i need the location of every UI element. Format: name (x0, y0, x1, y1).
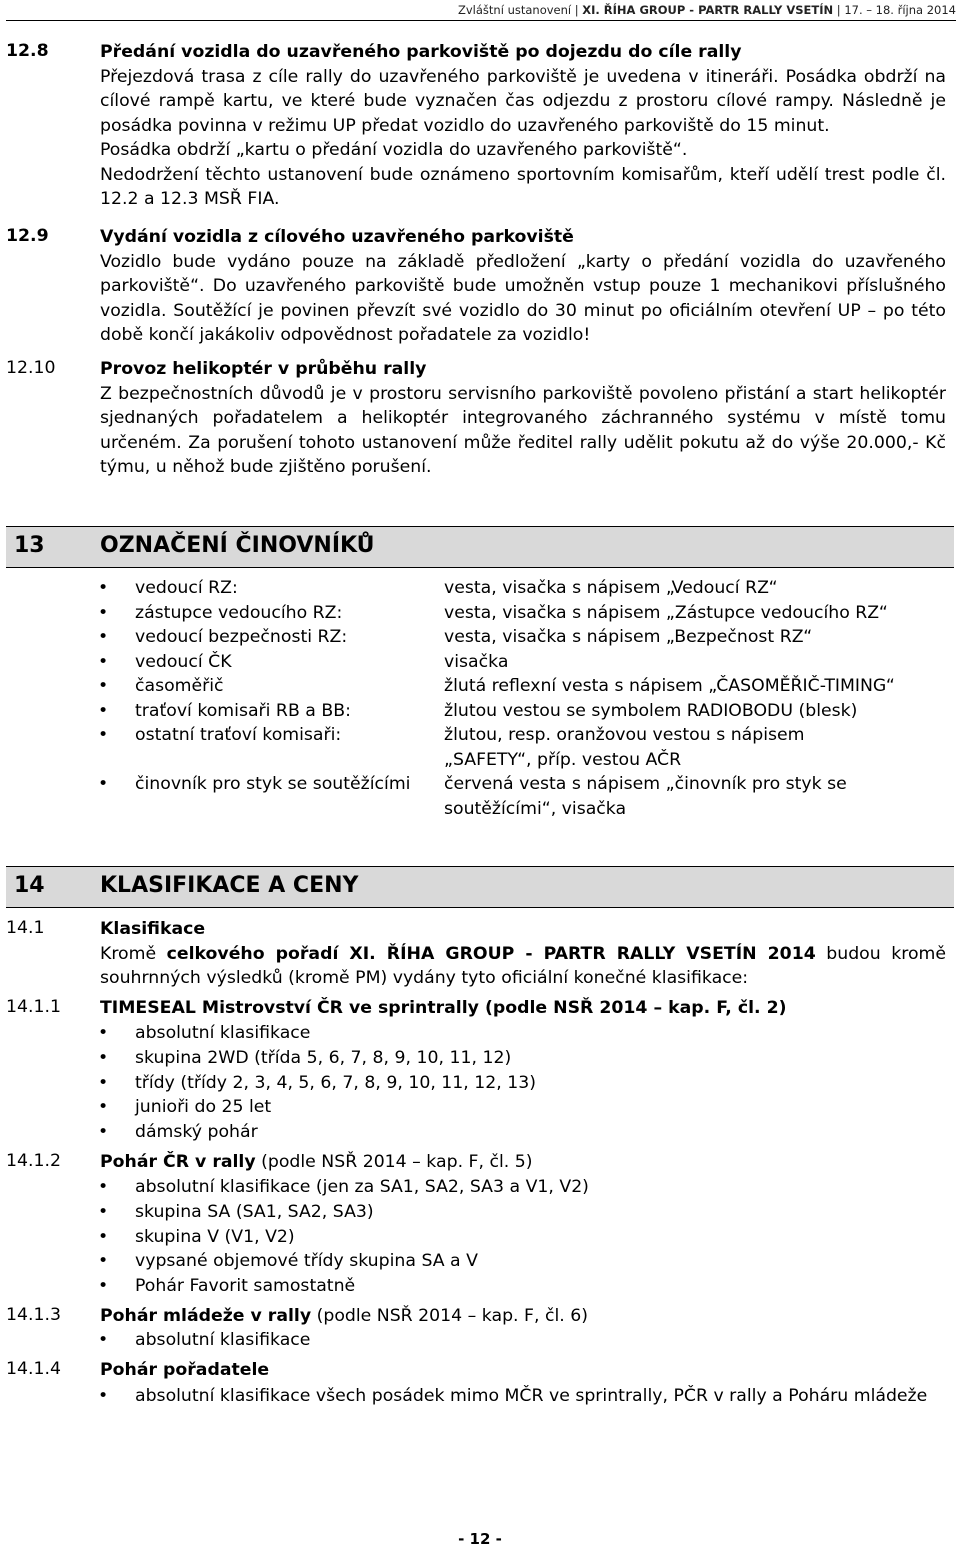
official-marking: žlutá reflexní vesta s nápisem „ČASOMĚŘIČ-TIMING“ (444, 676, 895, 696)
section-12-9 (100, 225, 946, 348)
section-14-1-2-list (98, 1175, 946, 1299)
header-prefix: Zvláštní ustanovení | (458, 3, 583, 17)
official-role: ostatní traťoví komisaři: (135, 725, 342, 745)
running-header (458, 3, 956, 17)
bullet-icon: • (98, 1047, 109, 1068)
section-12-8 (100, 40, 946, 212)
bullet-icon: • (98, 1122, 109, 1143)
officials-row (98, 650, 948, 675)
list-item (98, 1225, 946, 1250)
section-13-heading (6, 526, 954, 568)
header-divider (6, 20, 956, 21)
section-14-number: 14 (14, 873, 45, 898)
list-item (98, 1046, 946, 1071)
bullet-icon: • (98, 1023, 109, 1043)
list-item-text: absolutní klasifikace všech posádek mimo MČR ve sprintrally, PČR v rally a Poháru mládeže (135, 1386, 928, 1406)
section-14-1-4-title: Pohár pořadatele (100, 1360, 270, 1380)
header-dates: | 17. – 18. října 2014 (833, 3, 956, 17)
bullet-icon: • (98, 676, 109, 696)
section-14-1-title: Klasifikace (100, 919, 206, 939)
list-item-text: třídy (třídy 2, 3, 4, 5, 6, 7, 8, 9, 10, 11, 12, 13) (135, 1072, 536, 1093)
list-item-text: skupina 2WD (třída 5, 6, 7, 8, 9, 10, 11, 12) (135, 1047, 512, 1068)
bullet-icon: • (98, 602, 109, 623)
section-12-10-paragraph: Z bezpečnostních důvodů je v prostoru servisního parkoviště povoleno přistání a start helikoptér sjednaných pořadatelem a helikoptér integrovaného záchranného systému v místě tomu určeném. Za porušení tohoto ustanovení může ředitel rally udělit pokutu až do výše 20.000,- Kč týmu, u něhož bude zjištěno porušení. (100, 383, 946, 477)
section-14-1-3-title-bold: Pohár mládeže v rally (100, 1306, 312, 1326)
section-14-1 (100, 917, 946, 991)
official-role: vedoucí bezpečnosti RZ: (135, 627, 348, 647)
official-marking: žlutou vestou se symbolem RADIOBODU (blesk) (444, 700, 858, 721)
bullet-icon: • (98, 1226, 109, 1247)
list-item (98, 1095, 946, 1120)
section-14-1-4-list (98, 1384, 946, 1409)
section-14-1-3-list (98, 1328, 946, 1353)
list-item (98, 1249, 946, 1274)
officials-row (98, 674, 948, 699)
section-14-1-3-title (100, 1304, 946, 1329)
intro-event-name: celkového pořadí XI. ŘÍHA GROUP - PARTR RALLY VSETÍN 2014 (166, 943, 816, 964)
list-item (98, 1274, 946, 1299)
bullet-icon: • (98, 1177, 109, 1197)
bullet-icon: • (98, 578, 109, 598)
list-item-text: absolutní klasifikace (135, 1330, 311, 1350)
intro-text: budou kromě souhrnných výsledků (kromě PM) vydány tyto oficiální konečné klasifikace: (100, 943, 946, 988)
list-item-text: absolutní klasifikace (135, 1023, 311, 1043)
section-12-10-title: Provoz helikoptér v průběhu rally (100, 359, 427, 379)
official-role: vedoucí ČK (135, 651, 232, 672)
list-item-text: skupina V (V1, V2) (135, 1226, 295, 1247)
section-13-number: 13 (14, 533, 45, 558)
official-marking: žlutou, resp. oranžovou vestou s nápisem „SAFETY“, příp. vestou AČR (444, 725, 805, 770)
section-14-1-4-number: 14.1.4 (6, 1359, 61, 1379)
bullet-icon: • (98, 1276, 109, 1297)
official-marking: vesta, visačka s nápisem „Bezpečnost RZ“ (444, 627, 813, 647)
official-role: činovník pro styk se soutěžícími (135, 774, 411, 794)
section-14-1-2-number: 14.1.2 (6, 1151, 61, 1171)
section-13-title: OZNAČENÍ ČINOVNÍKŮ (100, 533, 375, 558)
official-role: vedoucí RZ: (135, 578, 238, 598)
section-12-10-number: 12.10 (6, 358, 56, 378)
section-14-1-intro (100, 942, 946, 991)
list-item-text: absolutní klasifikace (jen za SA1, SA2, SA3 a V1, V2) (135, 1177, 589, 1197)
bullet-icon: • (98, 1097, 109, 1118)
section-14-1-2-title (100, 1150, 946, 1175)
section-14-1-2-title-rest: (podle NSŘ 2014 – kap. F, čl. 5) (255, 1152, 533, 1172)
section-14-title: KLASIFIKACE A CENY (100, 873, 359, 898)
official-marking: visačka (444, 651, 509, 672)
officials-row (98, 576, 948, 601)
section-12-10 (100, 357, 946, 480)
section-12-8-number: 12.8 (6, 41, 49, 61)
list-item (98, 1384, 946, 1409)
list-item-text: Pohár Favorit samostatně (135, 1276, 356, 1297)
intro-text: Kromě (100, 943, 167, 964)
bullet-icon: • (98, 1330, 109, 1350)
officials-row (98, 772, 948, 821)
page-number: - 12 - (458, 1530, 502, 1548)
officials-row (98, 699, 948, 724)
list-item-text: vypsané objemové třídy skupina SA a V (135, 1251, 478, 1272)
list-item (98, 1200, 946, 1225)
bullet-icon: • (98, 1251, 109, 1272)
list-item (98, 1071, 946, 1096)
section-14-1-2-title-bold: Pohár ČR v rally (100, 1152, 256, 1172)
section-12-9-number: 12.9 (6, 226, 49, 246)
list-item-text: dámský pohár (135, 1122, 258, 1143)
section-14-1-1-list (98, 1021, 946, 1145)
list-item-text: junioři do 25 let (135, 1097, 272, 1118)
section-12-9-paragraph: Vozidlo bude vydáno pouze na základě předložení „karty o předání vozidla do uzavřeného parkoviště“. Do uzavřeného parkoviště bude umožněn vstup pouze 1 mechanikovi příslušného vozidla. Soutěžící je povinen převzít své vozidlo do 30 minut po oficiálním otevření UP – po této době končí jakákoliv odpovědnost pořadatele za vozidlo! (100, 251, 946, 345)
section-14-1-3-title-rest: (podle NSŘ 2014 – kap. F, čl. 6) (311, 1306, 588, 1326)
bullet-icon: • (98, 1386, 109, 1406)
bullet-icon: • (98, 1072, 109, 1093)
official-role: zástupce vedoucího RZ: (135, 602, 343, 623)
header-event: XI. ŘÍHA GROUP - PARTR RALLY VSETÍN (582, 3, 834, 17)
section-12-9-title: Vydání vozidla z cílového uzavřeného parkoviště (100, 227, 574, 247)
list-item (98, 1328, 946, 1353)
section-14-heading (6, 866, 954, 908)
official-marking: vesta, visačka s nápisem „Vedoucí RZ“ (444, 578, 778, 598)
officials-row (98, 625, 948, 650)
officials-list (98, 576, 948, 821)
list-item-text: skupina SA (SA1, SA2, SA3) (135, 1201, 374, 1222)
bullet-icon: • (98, 774, 109, 794)
section-12-8-paragraph-2: Posádka obdrží „kartu o předání vozidla do uzavřeného parkoviště“. (100, 140, 688, 160)
list-item (98, 1175, 946, 1200)
bullet-icon: • (98, 1201, 109, 1222)
section-12-8-paragraph-3: Nedodržení těchto ustanovení bude oznámeno sportovním komisařům, kteří udělí trest podle čl. 12.2 a 12.3 MSŘ FIA. (100, 164, 946, 209)
section-14-1-3-number: 14.1.3 (6, 1305, 61, 1325)
bullet-icon: • (98, 700, 109, 721)
section-14-1-1-title: TIMESEAL Mistrovství ČR ve sprintrally (podle NSŘ 2014 – kap. F, čl. 2) (100, 998, 787, 1018)
section-14-1-number: 14.1 (6, 918, 45, 938)
bullet-icon: • (98, 651, 109, 672)
bullet-icon: • (98, 725, 109, 745)
section-12-8-paragraph-1: Přejezdová trasa z cíle rally do uzavřeného parkoviště je uvedena v itineráři. Posádka obdrží na cílové rampě kartu, ve které bude vyznačen čas odjezdu z prostoru cílové rampy. Následně je posádka povinna v režimu UP předat vozidlo do uzavřeného parkoviště do 15 minut. (100, 66, 946, 136)
official-role: časoměřič (135, 676, 224, 696)
list-item (98, 1120, 946, 1145)
list-item (98, 1021, 946, 1046)
section-12-8-title: Předání vozidla do uzavřeného parkoviště po dojezdu do cíle rally (100, 42, 742, 62)
official-role: traťoví komisaři RB a BB: (135, 700, 351, 721)
bullet-icon: • (98, 627, 109, 647)
officials-row (98, 723, 948, 772)
official-marking: červená vesta s nápisem „činovník pro styk se soutěžícími“, visačka (444, 774, 847, 819)
officials-row (98, 601, 948, 626)
official-marking: vesta, visačka s nápisem „Zástupce vedoucího RZ“ (444, 602, 888, 623)
section-14-1-1-number: 14.1.1 (6, 997, 61, 1017)
